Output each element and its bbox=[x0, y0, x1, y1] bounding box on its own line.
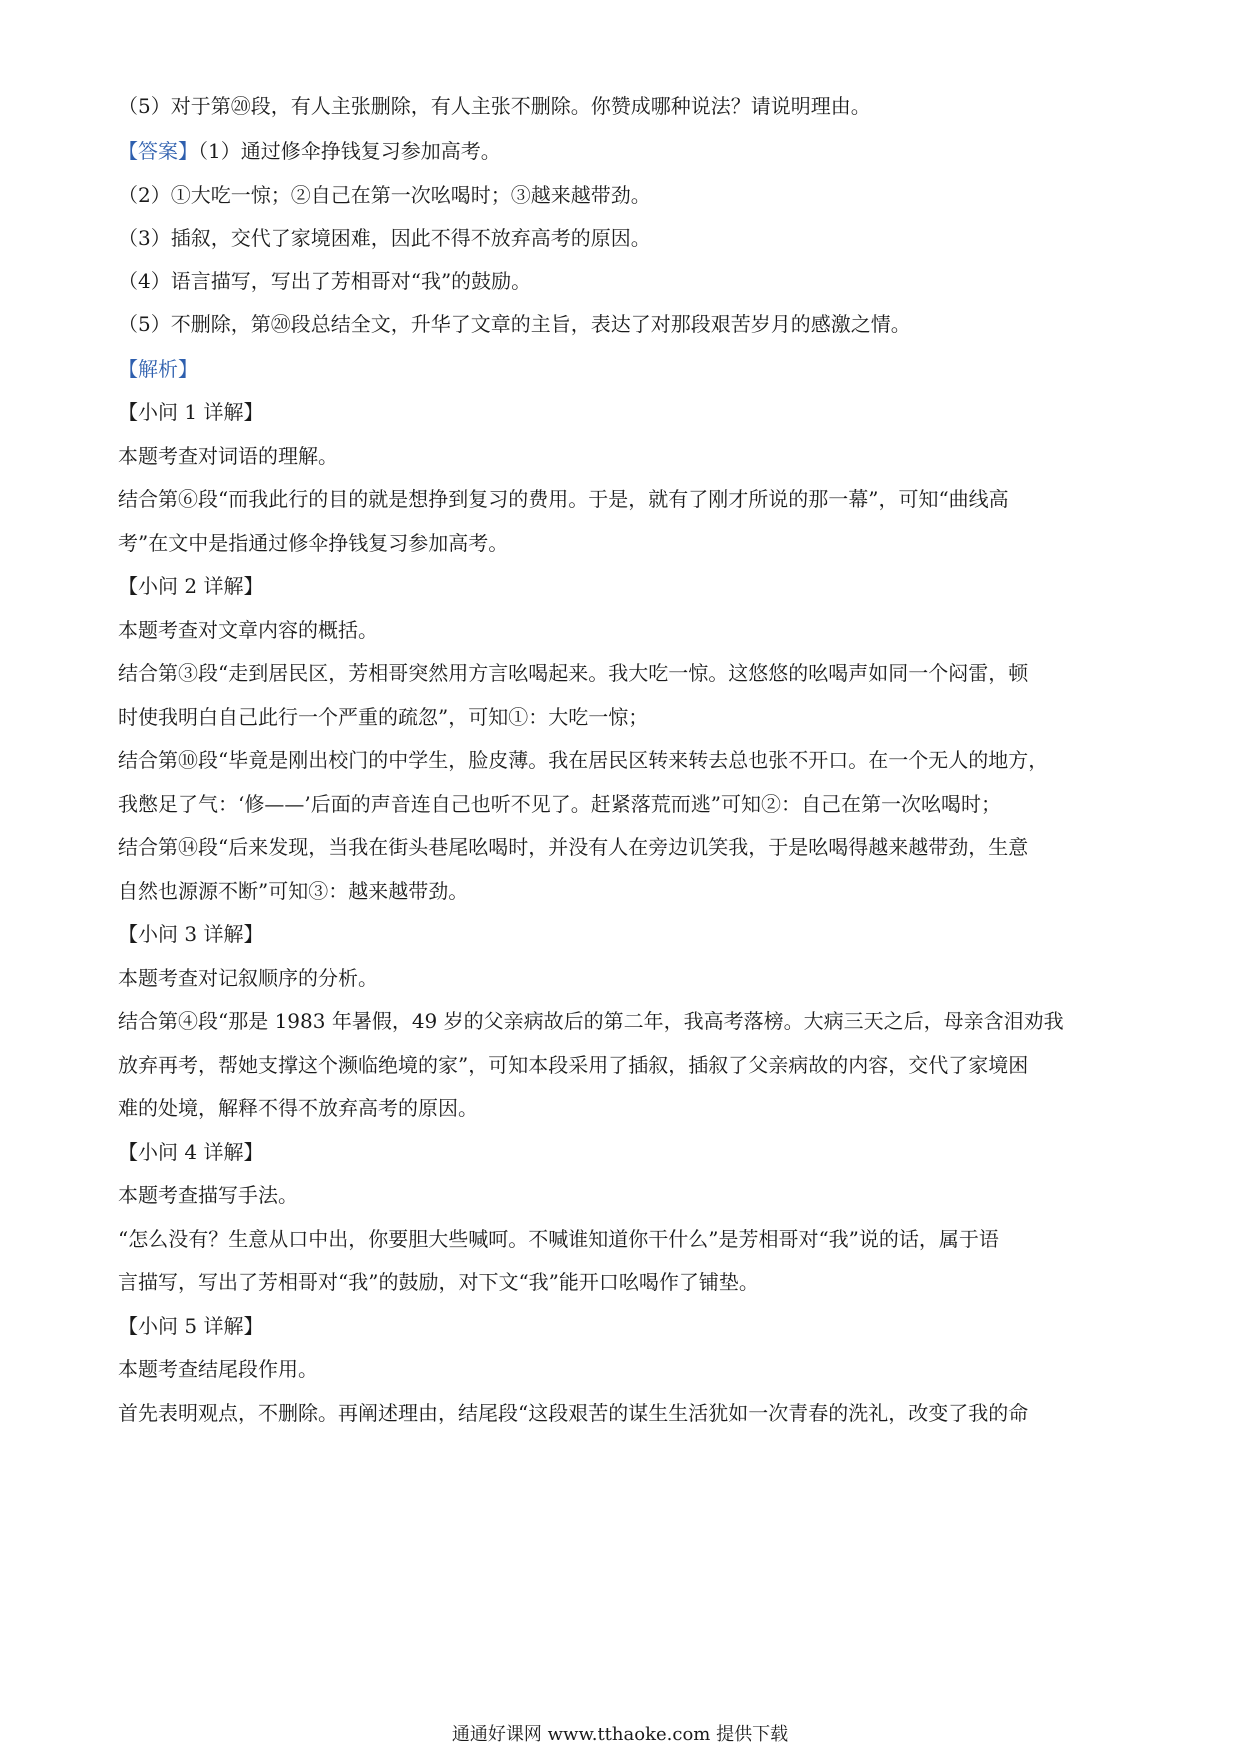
sub2-intro: 本题考查对文章内容的概括。 bbox=[118, 618, 378, 642]
answer-2: （2）①大吃一惊；②自己在第一次吆喝时；③越来越带劲。 bbox=[118, 183, 651, 207]
answer-4: （4）语言描写，写出了芳相哥对“我”的鼓励。 bbox=[118, 269, 532, 293]
sub1-line-2: 考”在文中是指通过修伞挣钱复习参加高考。 bbox=[118, 531, 509, 555]
answer-tag: 【答案】 bbox=[118, 139, 198, 163]
sub2-line-1: 结合第③段“走到居民区，芳相哥突然用方言吆喝起来。我大吃一惊。这悠悠的吆喝声如同一个闷雷，顿 bbox=[118, 661, 1029, 685]
sub1-line-1: 结合第⑥段“而我此行的目的就是想挣到复习的费用。于是，就有了刚才所说的那一幕”，可知“曲线高 bbox=[118, 487, 1009, 511]
answer-5: （5）不删除，第⑳段总结全文，升华了文章的主旨，表达了对那段艰苦岁月的感激之情。 bbox=[118, 312, 911, 336]
sub2-line-4: 我憋足了气：‘修——’后面的声音连自己也听不见了。赶紧落荒而逃”可知②：自己在第一次吆喝时； bbox=[118, 792, 1001, 816]
sub3-intro: 本题考查对记叙顺序的分析。 bbox=[118, 966, 378, 990]
sub2-heading: 【小问 2 详解】 bbox=[118, 574, 264, 598]
sub2-line-2: 时使我明白自己此行一个严重的疏忽”，可知①：大吃一惊； bbox=[118, 705, 649, 729]
answer-3: （3）插叙，交代了家境困难，因此不得不放弃高考的原因。 bbox=[118, 226, 651, 250]
sub4-heading: 【小问 4 详解】 bbox=[118, 1140, 264, 1164]
sub3-line-2: 放弃再考，帮她支撑这个濒临绝境的家”，可知本段采用了插叙，插叙了父亲病故的内容，交代了家境困 bbox=[118, 1053, 1029, 1077]
sub2-line-6: 自然也源源不断”可知③：越来越带劲。 bbox=[118, 879, 469, 903]
footer-credit: 通通好课网 www.tthaoke.com 提供下载 bbox=[451, 1724, 789, 1745]
sub5-intro: 本题考查结尾段作用。 bbox=[118, 1357, 318, 1381]
sub5-line-1: 首先表明观点，不删除。再阐述理由，结尾段“这段艰苦的谋生生活犹如一次青春的洗礼，改变了我的命 bbox=[118, 1401, 1029, 1425]
sub3-line-1: 结合第④段“那是 1983 年暑假，49 岁的父亲病故后的第二年，我高考落榜。大病三天之后，母亲含泪劝我 bbox=[118, 1009, 1064, 1033]
question-5: （5）对于第⑳段，有人主张删除，有人主张不删除。你赞成哪种说法？请说明理由。 bbox=[118, 94, 871, 118]
sub4-line-2: 言描写，写出了芳相哥对“我”的鼓励，对下文“我”能开口吆喝作了铺垫。 bbox=[118, 1270, 759, 1294]
sub3-heading: 【小问 3 详解】 bbox=[118, 922, 264, 946]
sub5-heading: 【小问 5 详解】 bbox=[118, 1314, 264, 1338]
sub1-intro: 本题考查对词语的理解。 bbox=[118, 444, 338, 468]
sub1-heading: 【小问 1 详解】 bbox=[118, 400, 264, 424]
sub4-intro: 本题考查描写手法。 bbox=[118, 1183, 298, 1207]
sub2-line-5: 结合第⑭段“后来发现，当我在街头巷尾吆喝时，并没有人在旁边讥笑我，于是吆喝得越来越带劲，生意 bbox=[118, 835, 1029, 859]
sub4-line-1: “怎么没有？生意从口中出，你要胆大些喊呵。不喊谁知道你干什么”是芳相哥对“我”说的话，属于语 bbox=[118, 1227, 999, 1251]
answer-1: （1）通过修伞挣钱复习参加高考。 bbox=[198, 139, 501, 163]
sub2-line-3: 结合第⑩段“毕竟是刚出校门的中学生，脸皮薄。我在居民区转来转去总也张不开口。在一个无人的地方， bbox=[118, 748, 1049, 772]
answer-line-1 bbox=[118, 137, 1128, 165]
analysis-tag: 【解析】 bbox=[118, 357, 198, 381]
sub3-line-3: 难的处境，解释不得不放弃高考的原因。 bbox=[118, 1096, 478, 1120]
